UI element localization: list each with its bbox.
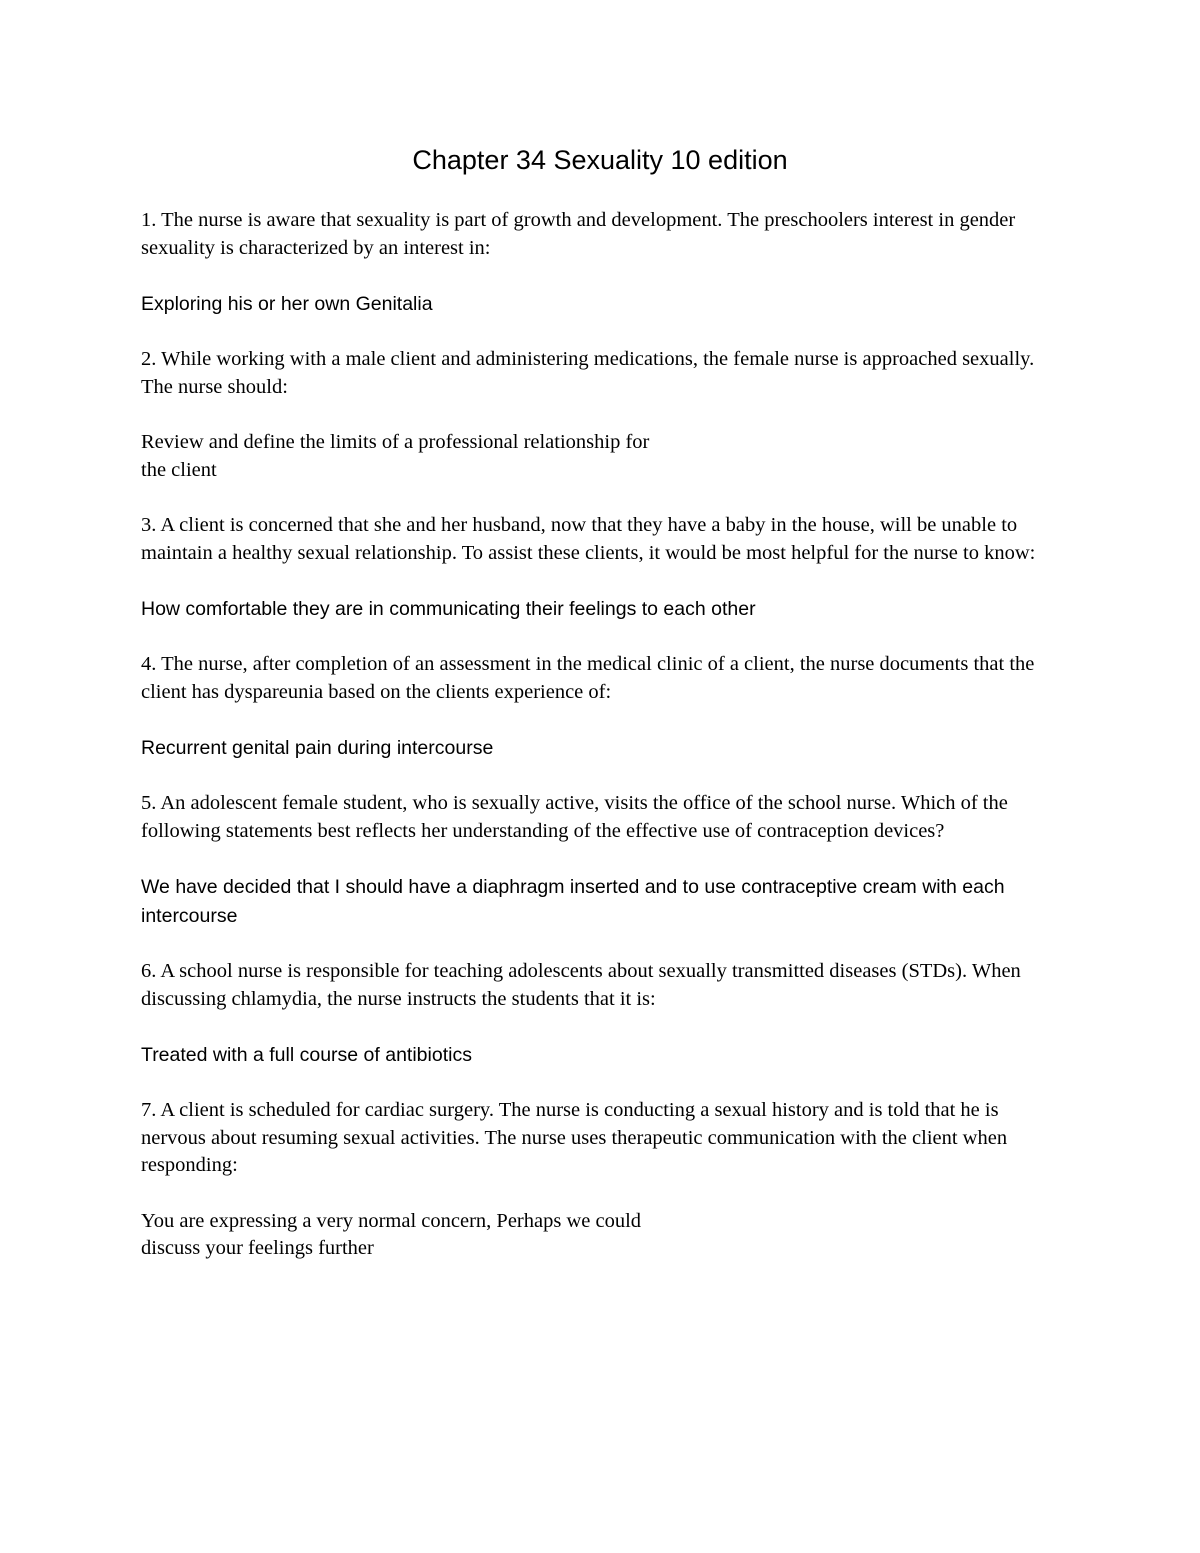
- answer-line: How comfortable they are in communicating their feelings to each other: [141, 598, 756, 620]
- question-1: 1. The nurse is aware that sexuality is part of growth and development. The preschoolers interest in gender sexuality is characterized by an interest in:: [141, 209, 1016, 259]
- answer-7: [141, 1208, 1066, 1263]
- question-6: 6. A school nurse is responsible for teaching adolescents about sexually transmitted diseases (STDs). When discussing chlamydia, the nurse instructs the students that it is:: [141, 960, 1021, 1010]
- answer-5: [141, 873, 1066, 931]
- answer-line: the client: [141, 458, 217, 481]
- answer-line: Exploring his or her own Genitalia: [141, 293, 433, 315]
- question-2: 2. While working with a male client and administering medications, the female nurse is approached sexually. The nurse should:: [141, 348, 1035, 398]
- answer-line: Review and define the limits of a professional relationship for: [141, 431, 650, 453]
- answer-line: Recurrent genital pain during intercourse: [141, 737, 494, 759]
- answer-6: [141, 1041, 1066, 1070]
- question-7: 7. A client is scheduled for cardiac surgery. The nurse is conducting a sexual history and is told that he is nervous about resuming sexual activities. The nurse uses therapeutic communication with the client when responding:: [141, 1099, 1008, 1176]
- question-3: 3. A client is concerned that she and her husband, now that they have a baby in the house, will be unable to maintain a healthy sexual relationship. To assist these clients, it would be most helpful for the nurse to know:: [141, 514, 1036, 564]
- answer-line: We have decided that I should have a diaphragm inserted and to use contraceptive cream with each intercourse: [141, 876, 1005, 927]
- question-4: 4. The nurse, after completion of an assessment in the medical clinic of a client, the nurse documents that the client has dyspareunia based on the clients experience of:: [141, 653, 1035, 703]
- answer-line: Treated with a full course of antibiotics: [141, 1044, 472, 1066]
- question-5: 5. An adolescent female student, who is sexually active, visits the office of the school nurse. Which of the following statements best reflects her understanding of the effective use of contraception devices?: [141, 792, 1008, 842]
- answer-2: [141, 429, 1066, 484]
- answer-line: You are expressing a very normal concern, Perhaps we could: [141, 1209, 642, 1232]
- page-title: Chapter 34 Sexuality 10 edition: [412, 145, 788, 175]
- answer-3: [141, 595, 1066, 624]
- answer-4: [141, 734, 1066, 763]
- answer-line: discuss your feelings further: [141, 1237, 374, 1259]
- question-list: [141, 207, 1066, 1291]
- answer-1: [141, 290, 1066, 319]
